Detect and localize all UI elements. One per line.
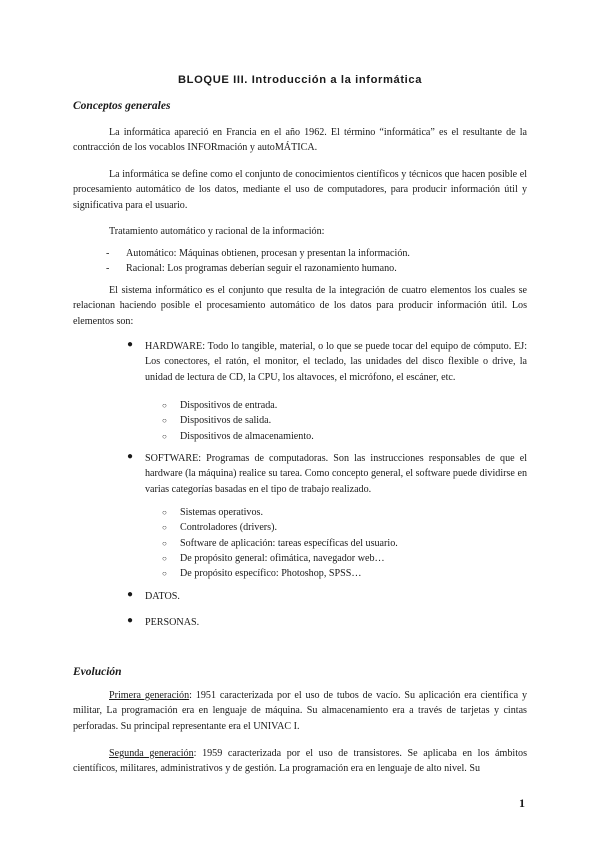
list-item: ○ Dispositivos de salida.: [180, 413, 314, 428]
section-heading-conceptos: Conceptos generales: [73, 100, 171, 112]
bullet-datos: [127, 589, 527, 604]
software-sub-list: [180, 505, 398, 581]
paragraph-sistema: El sistema informático es el conjunto que resulta de la integración de cuatro elementos los cuales se relacionan haciendo posible el procesamiento automático de los datos para producir información útil. Los elementos son:: [73, 285, 527, 327]
hardware-text: HARDWARE: Todo lo tangible, material, o lo que se puede tocar del equipo de cómputo. EJ: Los conectores, el ratón, el monitor, el teclado, las unidades del disco flexible o drive, la unidad de lectura de CD, la CPU, los altavoces, el micrófono, el escáner, etc.: [145, 341, 527, 383]
bullet-hardware: [127, 339, 527, 385]
list-item: - Automático: Máquinas obtienen, procesan y presentan la información.: [126, 246, 526, 261]
generation-text: : 1959 caracterizada por el uso de transistores. Se aplicaba en los ámbitos científicos, militares, administrativos y de gestión. La programación era en lenguaje de alto nivel. Su: [73, 748, 528, 775]
paragraph-origin: La informática apareció en Francia en el año 1962. El término “informática” es el resultante de la contracción de los vocablos INFORmación y autoMÁTICA.: [73, 127, 527, 154]
bullet-icon: ●: [127, 339, 134, 350]
personas-text: PERSONAS.: [145, 617, 200, 628]
dash-list: [126, 246, 526, 277]
list-item: ○ Sistemas operativos.: [180, 505, 398, 520]
paragraph-tratamiento: Tratamiento automático y racional de la información:: [109, 226, 325, 237]
list-item: ○ De propósito general: ofimática, navegador web…: [180, 551, 398, 566]
list-item: ○ Dispositivos de almacenamiento.: [180, 429, 314, 444]
list-item: ○ Dispositivos de entrada.: [180, 398, 314, 413]
section-heading-evolucion: Evolución: [73, 666, 122, 678]
generation-label: Primera generación: [109, 690, 190, 701]
generation-text: : 1951 caracterizada por el uso de tubos de vacío. Su aplicación era científica y militar, La programación era en lenguaje de máquina. Su almacenamiento era a través de tarjetas y cintas perforadas. Su principal representante era el UNIVAC I.: [73, 690, 527, 732]
datos-text: DATOS.: [145, 591, 180, 602]
page-number: 1: [519, 796, 525, 810]
document-title: BLOQUE III. Introducción a la informática: [177, 74, 423, 86]
list-item: - Racional: Los programas deberían seguir el razonamiento humano.: [126, 261, 526, 276]
list-item: ○ Controladores (drivers).: [180, 520, 398, 535]
bullet-icon: ●: [127, 589, 134, 600]
bullet-software: [127, 451, 527, 497]
paragraph-primera-generacion: [73, 688, 527, 734]
software-text: SOFTWARE: Programas de computadoras. Son las instrucciones responsables de que el hardware (la máquina) realice su tarea. Como concepto general, el software puede dividirse en varias categorías basadas en el tipo de trabajo realizado.: [145, 453, 527, 495]
bullet-icon: ●: [127, 615, 134, 626]
paragraph-definition: La informática se define como el conjunto de conocimientos científicos y técnicos que hacen posible el procesamiento automático de los datos, mediante el uso de computadores, para producir información útil y significativa para el usuario.: [73, 169, 527, 211]
bullet-personas: [127, 615, 527, 630]
hardware-sub-list: [180, 398, 314, 444]
generation-label: Segunda generación: [109, 748, 194, 759]
bullet-icon: ●: [127, 451, 134, 462]
list-item: ○ Software de aplicación: tareas específicas del usuario.: [180, 536, 398, 551]
list-item: ○ De propósito específico: Photoshop, SPSS…: [180, 566, 398, 581]
paragraph-segunda-generacion: [73, 746, 527, 777]
